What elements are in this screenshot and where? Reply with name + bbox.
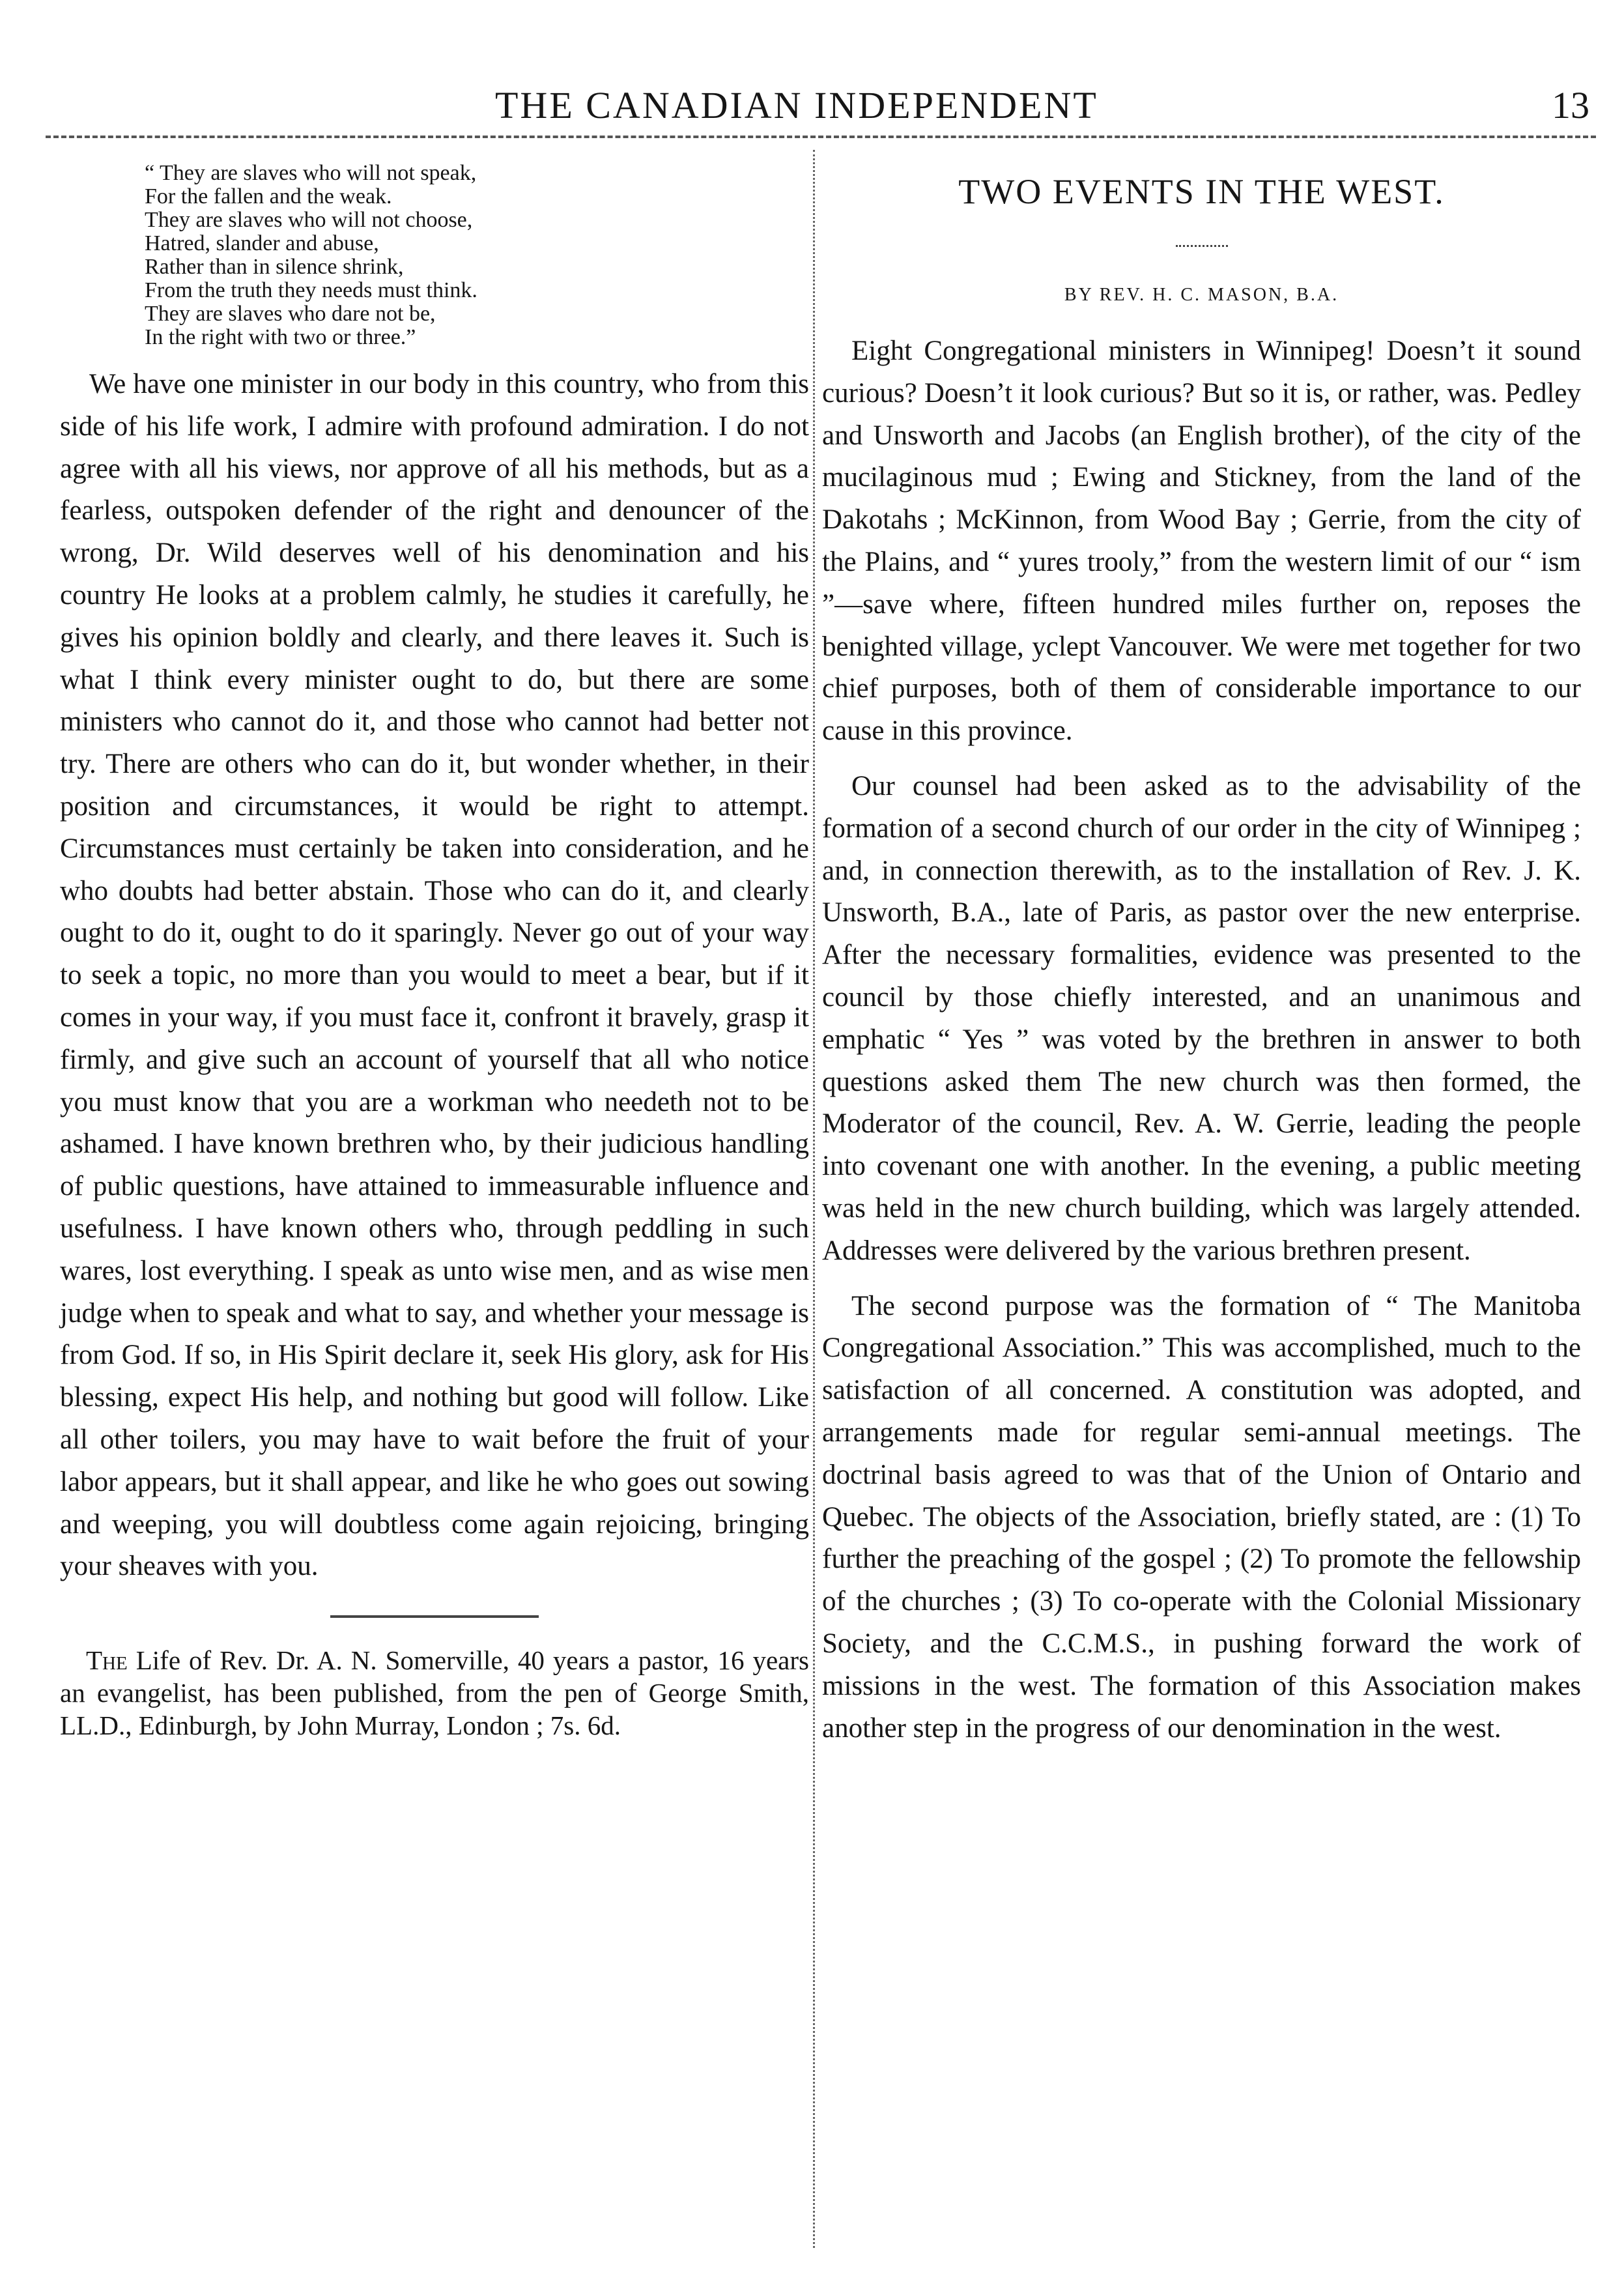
page-number: 13 [1552, 84, 1589, 126]
poem-line: They are slaves who dare not be, [145, 302, 436, 326]
poem-line: Hatred, slander and abuse, [145, 231, 379, 255]
right-column [822, 171, 1581, 1763]
article-byline: BY REV. H. C. MASON, B.A. [1064, 285, 1339, 305]
running-title: THE CANADIAN INDEPENDENT [495, 84, 1098, 126]
running-head [39, 83, 1589, 136]
section-separator [330, 1615, 539, 1618]
header-rule [46, 136, 1596, 138]
book-notice [60, 1644, 809, 1742]
article-paragraph: Our counsel had been asked as to the advisability of the formation of a second church of our order in the city of Winnipeg ; and, in connection therewith, as to the installation of Rev. J. K. Unsworth, B.A., late of Paris, as pastor over the new enterprise. After the necessary formalities, evidence was presented to the council by those chiefly interested, and an unanimous and emphatic “ Yes ” was voted by the brethren in answer to both questions asked them The new church was then formed, the Moderator of the council, Rev. A. W. Gerrie, leading the people into covenant one with another. In the evening, a public meeting was held in the new church building, which was largely attended. Addresses were delivered by the various brethren present. [822, 770, 1581, 1266]
poem-line: From the truth they needs must think. [145, 278, 477, 302]
left-column [60, 162, 809, 1742]
title-rule [1176, 245, 1228, 247]
notice-lead: The [86, 1645, 128, 1676]
column-divider [813, 150, 815, 2248]
poem-line: In the right with two or three.” [145, 325, 416, 349]
poem-line: Rather than in silence shrink, [145, 255, 404, 279]
poem-line: “ They are slaves who will not speak, [145, 161, 477, 185]
poem-line: They are slaves who will not choose, [145, 208, 473, 232]
article-title: TWO EVENTS IN THE WEST. [958, 172, 1445, 211]
article-paragraph: The second purpose was the formation of “ The Manitoba Congregational Association.” This was accomplished, much to the satisfaction of all concerned. A constitution was adopted, and arrangements made for regular semi-annual meetings. The doctrinal basis agreed to was that of the Union of Ontario and Quebec. The objects of the Association, briefly stated, are : (1) To further the preaching of the gospel ; (2) To promote the fellowship of the churches ; (3) To co-operate with the Colonial Missionary Society, and the C.C.M.S., in pushing forward the work of missions in the west. The formation of this Association makes another step in the progress of our denomination in the west. [822, 1290, 1581, 1744]
poem-line: For the fallen and the weak. [145, 184, 392, 209]
body-paragraph: We have one minister in our body in this country, who from this side of his life work, I admire with profound admiration. I do not agree with all his views, nor approve of all his methods, but as a fearless, outspoken defender of the right and denouncer of the wrong, Dr. Wild deserves well of his denomination and his country He looks at a problem calmly, he studies it carefully, he gives his opinion boldly and clearly, and there leaves it. Such is what I think every minister ought to do, but there are some ministers who cannot do it, and those who cannot had better not try. There are others who can do it, but wonder whether, in their position and circumstances, it would be right to attempt. Circumstances must certainly be taken into consideration, and he who doubts had better abstain. Those who can do it, and clearly ought to do it, ought to do it sparingly. Never go out of your way to seek a topic, no more than you would to meet a bear, but if it comes in your way, if you must face it, confront it bravely, grasp it firmly, and give such an account of yourself that all who notice you must know that you are a workman who needeth not to be ashamed. I have known brethren who, by their judicious handling of public questions, have attained to immeasurable influence and usefulness. I have known others who, through peddling in such wares, lost everything. I speak as unto wise men, and as wise men judge when to speak and what to say, and whether your message is from God. If so, in His Spirit declare it, seek His glory, ask for His blessing, expect His help, and nothing but good will follow. Like all other toilers, you may have to wait before the fruit of your labor appears, but it shall appear, and like he who goes out sowing and weeping, you will doubtless come again rejoicing, bringing your sheaves with you. [60, 369, 809, 1582]
article-paragraph: Eight Congregational ministers in Winnipeg! Doesn’t it sound curious? Doesn’t it look curious? But so it is, or rather, was. Pedley and Unsworth and Jacobs (an English brother), of the city of the mucilaginous mud ; Ewing and Stickney, from the land of the Dakotahs ; McKinnon, from Wood Bay ; Gerrie, from the city of the Plains, and “ yures trooly,” from the western limit of our “ ism ”—save where, fifteen hundred miles further on, reposes the benighted village, yclept Vancouver. We were met together for two chief purposes, both of them of considerable importance to our cause in this province. [822, 336, 1581, 747]
notice-text: Life of Rev. Dr. A. N. Somerville, 40 years a pastor, 16 years an evangelist, has been published, from the pen of George Smith, LL.D., Edinburgh, by John Murray, London ; 7s. 6d. [60, 1645, 809, 1741]
poem-quotation [145, 162, 809, 349]
